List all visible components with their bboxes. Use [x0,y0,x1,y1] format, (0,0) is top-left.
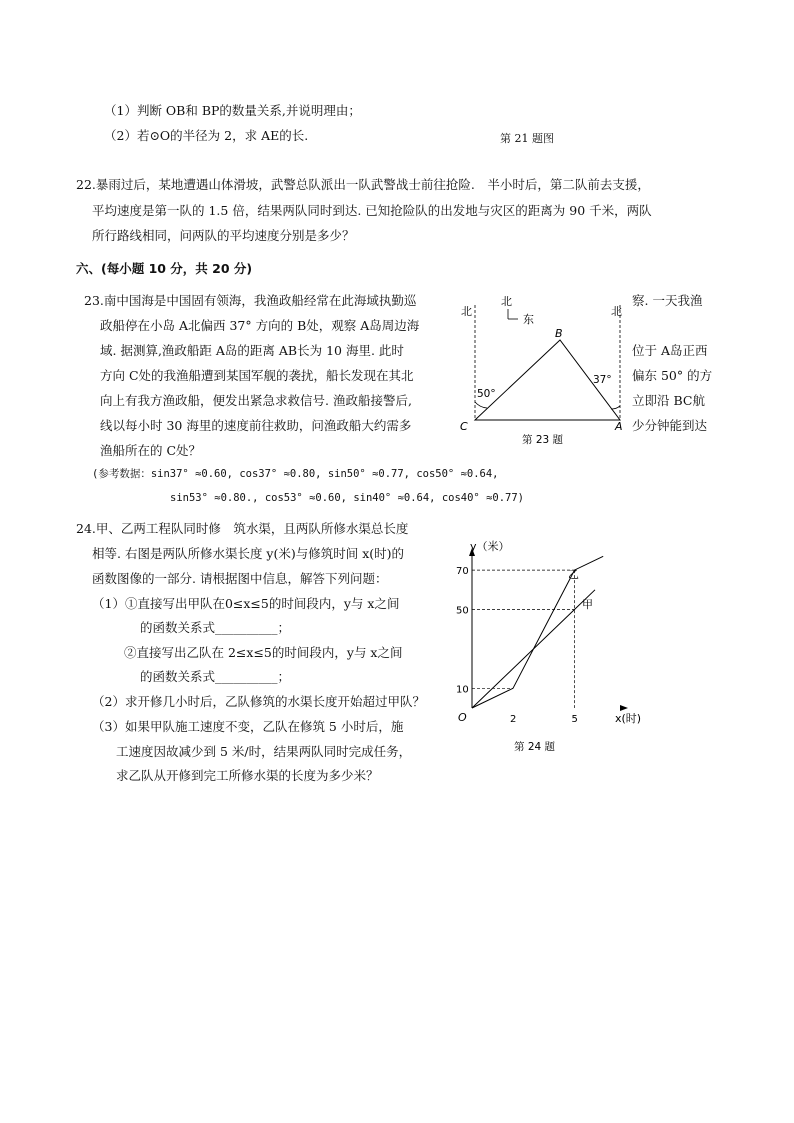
q22-line3: 所行路线相同，问两队的平均速度分别是多少？ [92,228,355,243]
q23-line: 政船停在小岛 A北偏西 37° 方向的 B处，观察 A岛周边海 [100,318,420,333]
y-axis-label: y（米） [470,540,510,553]
point-c-label: C [460,420,468,433]
q24-marks [456,556,603,725]
q23-line: 线以每小时 30 海里的速度前往救助，问渔政船大约需多 [100,418,412,433]
series-label-jia: 甲 [582,598,593,611]
q23-right-line: 偏东 50° 的方 [632,368,713,383]
q23-line: 向上有我方渔政船，便发出紧急求救信号. 渔政船接警后, [100,393,412,408]
q23-caption: 第 23 题 [522,434,564,446]
q24-line: 函数图像的一部分. 请根据图中信息，解答下列问题： [92,571,388,586]
q24-sub1a: （1）①直接写出甲队在0≤x≤5的时间段内，y与 x之间 [92,596,400,611]
q23-figure [455,293,630,453]
north-label-right: 北 [611,305,622,318]
q24-chart [450,540,650,760]
q24-line: 24.甲、乙两工程队同时修 筑水渠，且两队所修水渠总长度 [76,521,409,536]
series-label-yi: 乙 [568,568,579,581]
angle-arc-c [475,402,487,408]
q24-sub1b-cont: 的函数关系式__________； [140,669,291,684]
origin-label: O [458,711,467,724]
q24-sub3: （3）如果甲队施工速度不变，乙队在修筑 5 小时后，施 [92,719,404,734]
x-axis-label: x(时) [615,712,642,725]
q23-line: 渔船所在的 C处？ [100,443,202,458]
q24-sub2: （2）求开修几小时后，乙队修筑的水渠长度开始超过甲队？ [92,694,425,709]
north-label-left: 北 [461,305,472,318]
q23-right-line: 察. 一天我渔 [632,293,703,308]
q23-right-line: 位于 A岛正西 [632,343,708,358]
q23-reference-1: (参考数据：sin37° ≈0.60, cos37° ≈0.80, sin50° ≈0.77, cos50° ≈0.64, [92,468,499,480]
q22-line1: 22.暴雨过后，某地遭遇山体滑坡，武警总队派出一队武警战士前往抢险. 半小时后，第二队前去支援， [76,177,650,192]
q21-sub1: （1）判断 OB和 BP的数量关系,并说明理由； [104,103,361,118]
q23-right-line: 立即沿 BC航 [632,393,705,408]
angle-a-label: 37° [593,374,612,386]
east-label: 东 [523,313,534,326]
q24-sub1a-cont: 的函数关系式__________； [140,620,291,635]
x-axis-arrow [620,705,628,711]
angle-c-label: 50° [477,388,496,400]
y-tick-label: 50 [456,605,469,617]
north-label-compass: 北 [501,295,512,308]
q24-line: 相等. 右图是两队所修水渠长度 y(米)与修筑时间 x(时)的 [92,546,405,561]
q24-sub3-cont2: 求乙队从开修到完工所修水渠的长度为多少米？ [116,768,379,783]
angle-arc-a [611,406,620,409]
q23-right-line: 少分钟能到达 [632,418,708,433]
q23-line: 23.南中国海是中国固有领海，我渔政船经常在此海域执勤巡 [84,293,417,308]
q24-caption: 第 24 题 [514,741,556,753]
y-tick-label: 10 [456,684,469,696]
q23-reference-2: sin53° ≈0.80., cos53° ≈0.60, sin40° ≈0.64, cos40° ≈0.77) [170,492,525,504]
q24-sub1b: ②直接写出乙队在 2≤x≤5的时间段内，y与 x之间 [124,645,403,660]
section-6-title: 六、(每小题 10 分，共 20 分) [76,261,253,276]
q22-line2: 平均速度是第一队的 1.5 倍，结果两队同时到达. 已知抢险队的出发地与灾区的距离为 90 千米，两队 [92,203,652,218]
point-b-label: B [555,327,563,340]
q23-line: 方向 C处的我渔船遭到某国军舰的袭扰，船长发现在其北 [100,368,414,383]
y-tick-label: 70 [456,566,469,578]
q21-sub2: （2）若⊙O的半径为 2，求 AE的长. [104,128,309,143]
q24-sub3-cont1: 工速度因故减少到 5 米/时，结果两队同时完成任务， [116,744,412,759]
x-tick-label: 5 [571,714,578,725]
x-tick-label: 2 [510,714,517,725]
series-line-yi [472,556,603,708]
q23-line: 域. 据测算,渔政船距 A岛的距离 AB长为 10 海里. 此时 [100,343,404,358]
q21-caption: 第 21 题图 [500,132,554,145]
point-a-label: A [615,420,623,433]
